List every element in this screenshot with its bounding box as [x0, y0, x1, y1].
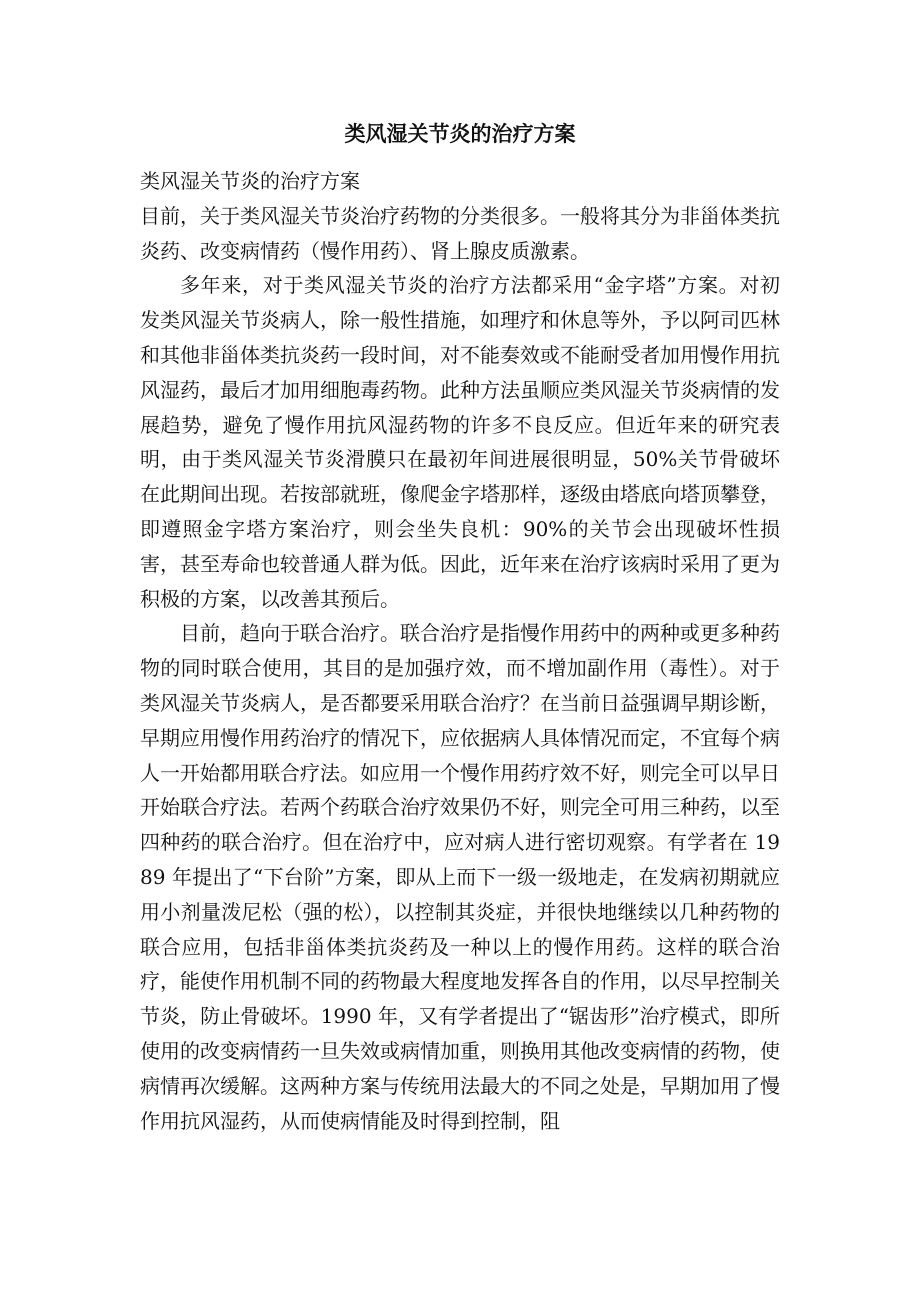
combination-paragraph: 目前，趋向于联合治疗。联合治疗是指慢作用药中的两种或更多种药物的同时联合使用，其目的是加强疗效，而不增加副作用（毒性）。对于类风湿关节炎病人，是否都要采用联合治疗？在当前日益强调早期诊断，早期应用慢作用药治疗的情况下，应依据病人具体情况而定，不宜每个病人一开始都用联合疗法。如应用一个慢作用药疗效不好，则完全可以早日开始联合疗法。若两个药联合治疗效果仍不好，则完全可用三种药，以至四种药的联合治疗。但在治疗中，应对病人进行密切观察。有学者在 1989 年提出了“下台阶”方案，即从上而下一级一级地走，在发病初期就应用小剂量泼尼松（强的松），以控制其炎症，并很快地继续以几种药物的联合应用，包括非甾体类抗炎药及一种以上的慢作用药。这样的联合治疗，能使作用机制不同的药物最大程度地发挥各自的作用，以尽早控制关节炎，防止骨破坏。1990 年，又有学者提出了“锯齿形”治疗模式，即所使用的改变病情药一旦失效或病情加重，则换用其他改变病情的药物，使病情再次缓解。这两种方案与传统用法最大的不同之处是，早期加用了慢作用抗风湿药，从而使病情能及时得到控制，阻 [140, 621, 780, 1133]
pyramid-paragraph: 多年来，对于类风湿关节炎的治疗方法都采用“金字塔”方案。对初发类风湿关节炎病人，除一般性措施，如理疗和休息等外，予以阿司匹林和其他非甾体类抗炎药一段时间，对不能奏效或不能耐受者加用慢作用抗风湿药，最后才加用细胞毒药物。此种方法虽顺应类风湿关节炎病情的发展趋势，避免了慢作用抗风湿药物的许多不良反应。但近年来的研究表明，由于类风湿关节炎滑膜只在最初年间进展很明显，50%关节骨破坏在此期间出现。若按部就班，像爬金字塔那样，逐级由塔底向塔顶攀登，即遵照金字塔方案治疗，则会坐失良机：90%的关节会出现破坏性损害，甚至寿命也较普通人群为低。因此，近年来在治疗该病时采用了更为积极的方案，以改善其预后。 [140, 273, 780, 611]
document-title: 类风湿关节炎的治疗方案 [344, 121, 576, 146]
document-body [140, 164, 780, 1138]
intro-paragraph: 目前，关于类风湿关节炎治疗药物的分类很多。一般将其分为非甾体类抗炎药、改变病情药（慢作用药）、肾上腺皮质激素。 [140, 203, 780, 263]
subtitle-paragraph: 类风湿关节炎的治疗方案 [140, 169, 360, 193]
